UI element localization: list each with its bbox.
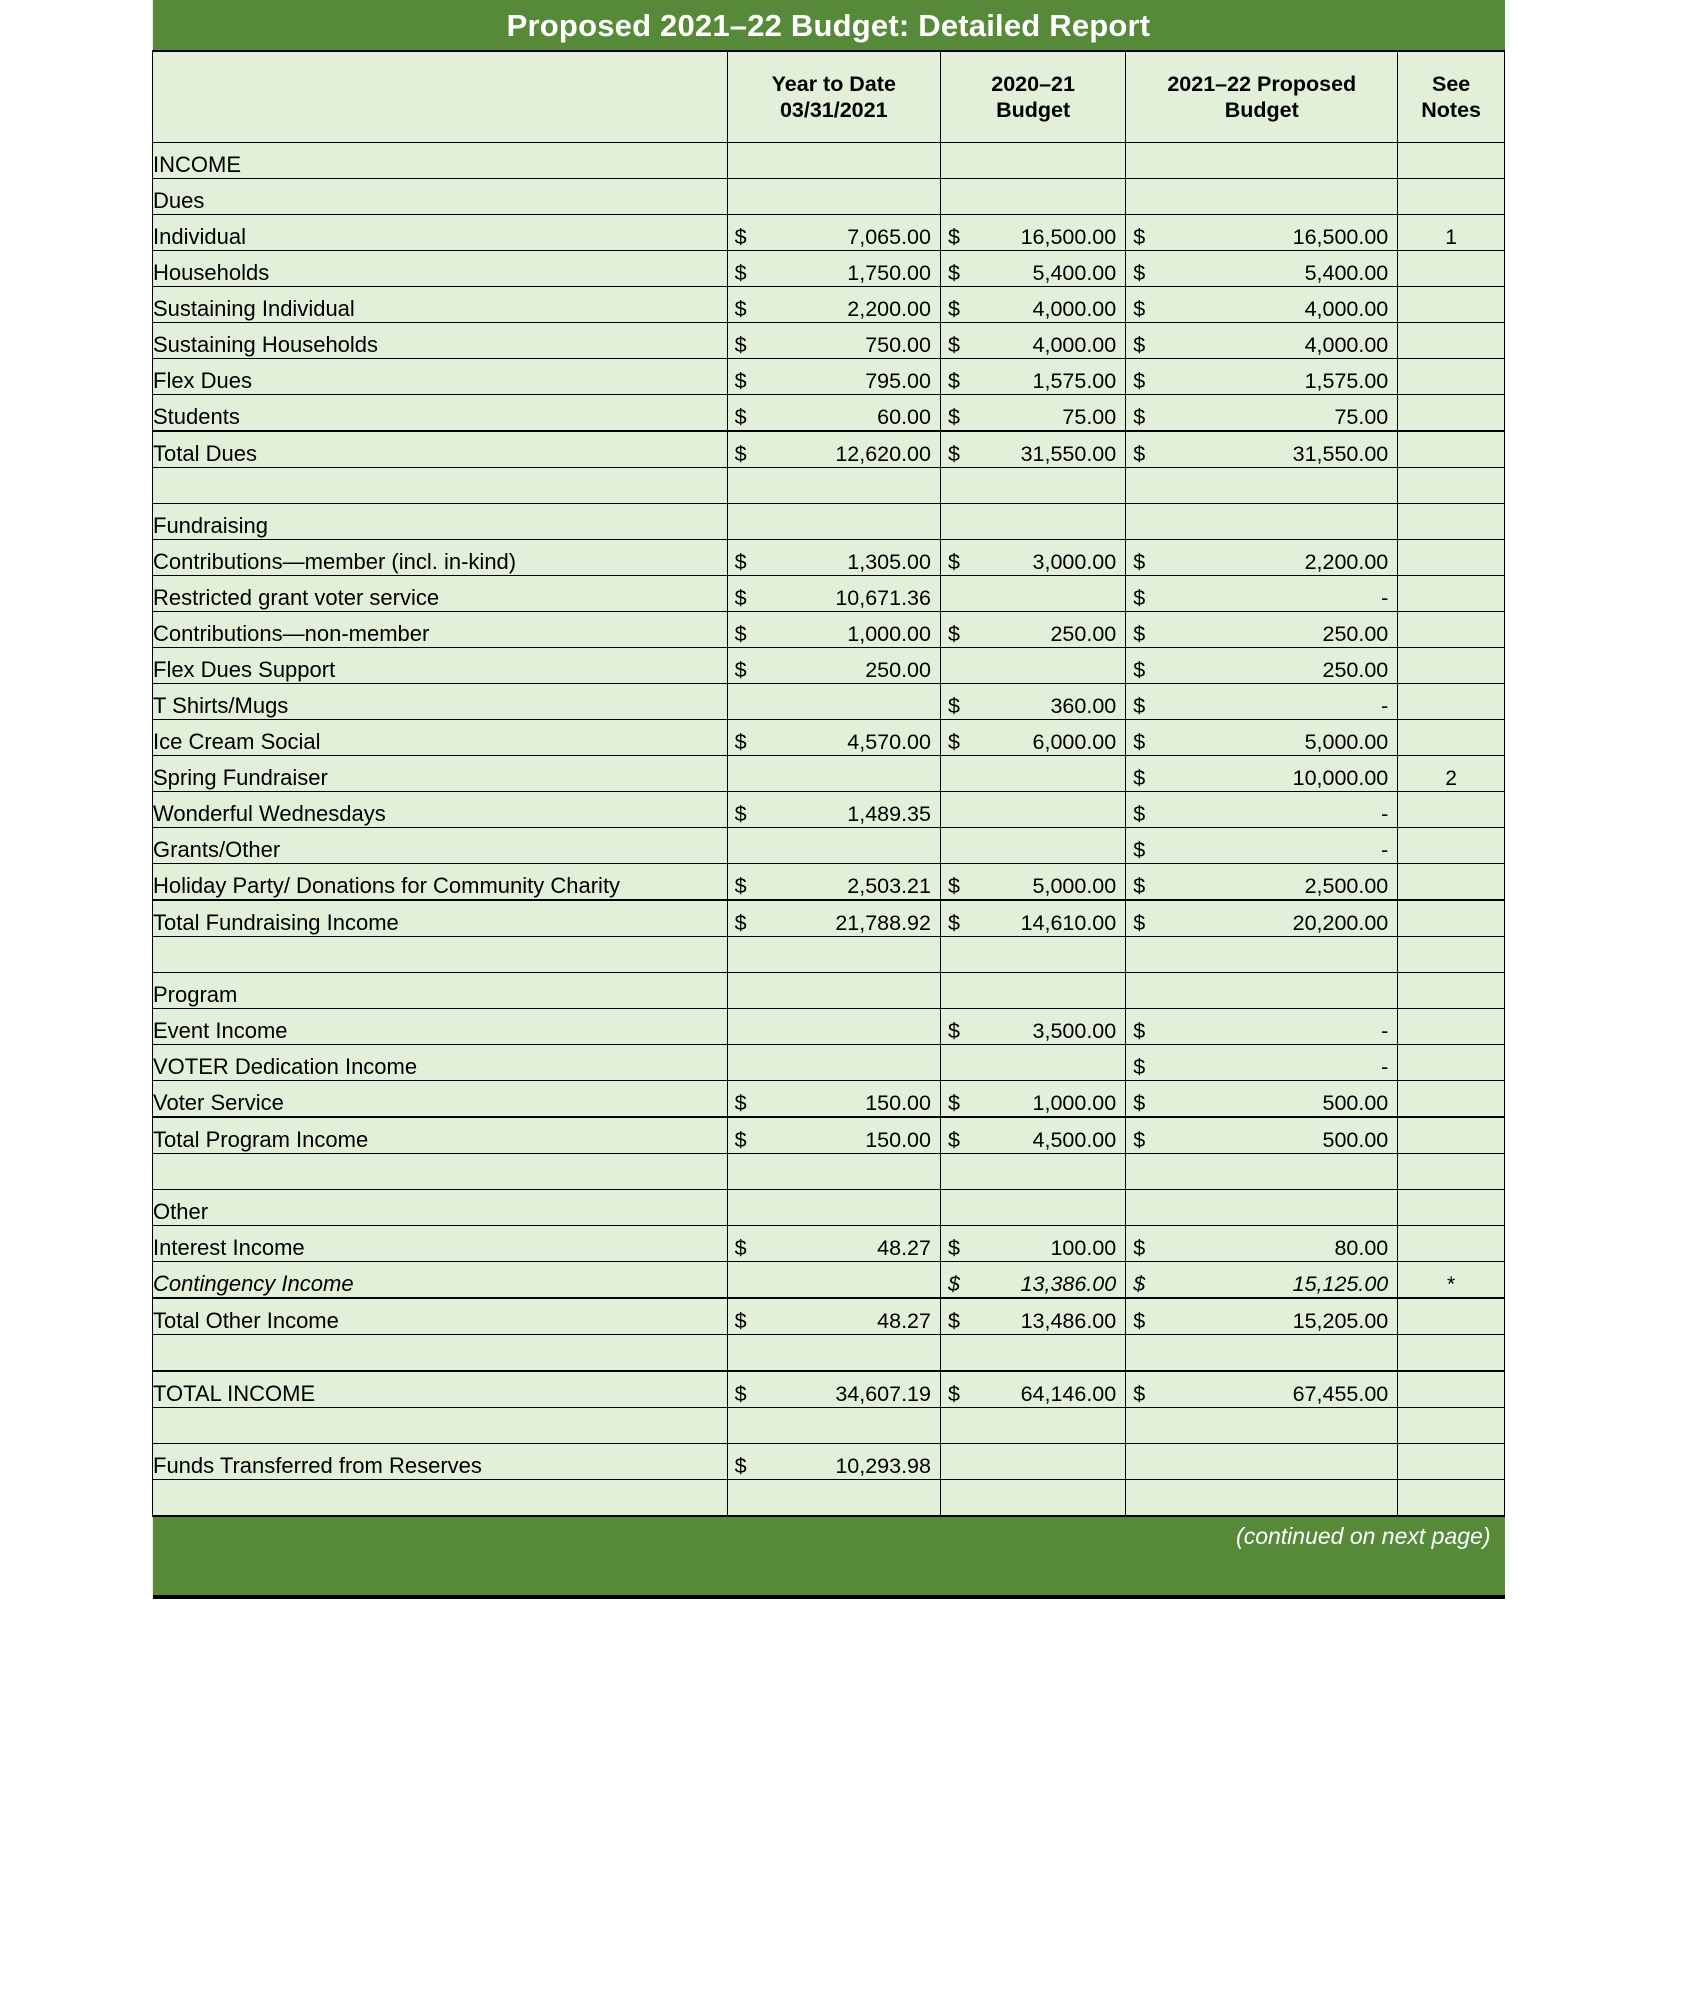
- cell-prior-budget: [940, 1190, 1125, 1226]
- cell-proposed-budget: $ 15,205.00: [1126, 1298, 1398, 1335]
- row-label-text: Total Fundraising Income: [153, 910, 399, 936]
- row-label: [153, 648, 728, 684]
- cell-prior-budget: [940, 937, 1125, 973]
- cell-prior-budget: [940, 576, 1125, 612]
- cell-ytd: $ 2,503.21: [727, 864, 940, 901]
- cell-ytd: $ 1,750.00: [727, 251, 940, 287]
- row-label: [153, 720, 728, 756]
- cell-prior-budget: [940, 1480, 1125, 1517]
- table-row: [153, 720, 1505, 756]
- note-marker: 1: [1445, 226, 1457, 249]
- row-label: [153, 1045, 728, 1081]
- cell-prior-budget: $ 3,500.00: [940, 1009, 1125, 1045]
- cell-ytd: $ 150.00: [727, 1081, 940, 1118]
- cell-see-note: [1398, 1480, 1505, 1517]
- page-title: Proposed 2021–22 Budget: Detailed Report: [506, 7, 1151, 43]
- row-label: [153, 1226, 728, 1262]
- column-header-ytd: [727, 51, 940, 143]
- cell-proposed-budget: [1126, 504, 1398, 540]
- column-header-proposed-budget: [1126, 51, 1398, 143]
- cell-prior-budget: [940, 1335, 1125, 1372]
- cell-see-note: [1398, 1154, 1505, 1190]
- row-label: [153, 1298, 728, 1335]
- cell-see-note: [1398, 1444, 1505, 1480]
- cell-ytd: $ 10,671.36: [727, 576, 940, 612]
- table-row: [153, 1444, 1505, 1480]
- row-label: [153, 973, 728, 1009]
- table-spacer-row: [153, 1408, 1505, 1444]
- row-label-text: Holiday Party/ Donations for Community Charity: [153, 873, 621, 899]
- cell-ytd: $ 1,489.35: [727, 792, 940, 828]
- table-row: [153, 684, 1505, 720]
- row-label: [153, 540, 728, 576]
- cell-proposed-budget: [1126, 143, 1398, 179]
- cell-proposed-budget: $ -: [1126, 576, 1398, 612]
- cell-ytd: [727, 1009, 940, 1045]
- row-label: [153, 1262, 728, 1299]
- column-header-prior-line1: 2020–21: [991, 71, 1075, 96]
- table-row: [153, 431, 1505, 468]
- row-label-text: Total Dues: [153, 441, 257, 467]
- cell-ytd: $ 2,200.00: [727, 287, 940, 323]
- cell-proposed-budget: $ 10,000.00: [1126, 756, 1398, 792]
- cell-see-note: [1398, 540, 1505, 576]
- row-label: [153, 1444, 728, 1480]
- cell-see-note: [1398, 576, 1505, 612]
- cell-see-note: [1398, 504, 1505, 540]
- cell-proposed-budget: $ 2,200.00: [1126, 540, 1398, 576]
- cell-ytd: [727, 684, 940, 720]
- cell-prior-budget: [940, 648, 1125, 684]
- continued-note: (continued on next page): [1236, 1523, 1491, 1549]
- cell-ytd: [727, 1190, 940, 1226]
- cell-prior-budget: $ 5,000.00: [940, 864, 1125, 901]
- row-label-text: TOTAL INCOME: [153, 1381, 316, 1407]
- cell-prior-budget: [940, 1045, 1125, 1081]
- cell-proposed-budget: [1126, 1408, 1398, 1444]
- cell-see-note: [1398, 431, 1505, 468]
- cell-see-note: [1398, 1408, 1505, 1444]
- row-label-text: Event Income: [153, 1018, 288, 1044]
- table-spacer-row: [153, 468, 1505, 504]
- table-row: [153, 792, 1505, 828]
- row-label: [153, 143, 728, 179]
- cell-see-note: [1398, 648, 1505, 684]
- cell-ytd: [727, 504, 940, 540]
- row-label-text: Voter Service: [153, 1090, 284, 1116]
- cell-see-note: [1398, 612, 1505, 648]
- cell-see-note: [1398, 1226, 1505, 1262]
- row-label-text: Contingency Income: [153, 1271, 354, 1297]
- cell-ytd: [727, 828, 940, 864]
- cell-ytd: [727, 937, 940, 973]
- note-marker: *: [1447, 1273, 1456, 1296]
- cell-proposed-budget: $ 75.00: [1126, 395, 1398, 432]
- row-label: [153, 323, 728, 359]
- row-label: [153, 792, 728, 828]
- cell-proposed-budget: $ 5,000.00: [1126, 720, 1398, 756]
- row-label-text: Flex Dues: [153, 368, 253, 394]
- table-row: [153, 251, 1505, 287]
- cell-prior-budget: [940, 828, 1125, 864]
- cell-ytd: $ 10,293.98: [727, 1444, 940, 1480]
- row-label: [153, 756, 728, 792]
- table-row: [153, 287, 1505, 323]
- cell-see-note: [1398, 900, 1505, 937]
- table-row: [153, 1190, 1505, 1226]
- cell-ytd: $ 1,000.00: [727, 612, 940, 648]
- row-label-text: Funds Transferred from Reserves: [153, 1453, 482, 1479]
- column-header-ytd-line1: Year to Date: [771, 71, 896, 96]
- cell-proposed-budget: $ 15,125.00: [1126, 1262, 1398, 1299]
- row-label-text: Individual: [153, 224, 246, 250]
- cell-see-note: [1398, 1371, 1505, 1408]
- cell-prior-budget: $ 100.00: [940, 1226, 1125, 1262]
- cell-see-note: [1398, 792, 1505, 828]
- cell-prior-budget: $ 4,500.00: [940, 1117, 1125, 1154]
- cell-see-note: [1398, 215, 1505, 251]
- row-label-text: Total Other Income: [153, 1308, 339, 1334]
- cell-ytd: $ 48.27: [727, 1226, 940, 1262]
- cell-see-note: [1398, 1262, 1505, 1299]
- column-header-prior-line2: Budget: [996, 98, 1071, 122]
- cell-prior-budget: $ 6,000.00: [940, 720, 1125, 756]
- cell-see-note: [1398, 251, 1505, 287]
- row-label-text: Total Program Income: [153, 1127, 369, 1153]
- column-header-proposed-line1: 2021–22 Proposed: [1167, 71, 1357, 96]
- table-row: [153, 576, 1505, 612]
- cell-proposed-budget: [1126, 1190, 1398, 1226]
- table-row: [153, 143, 1505, 179]
- row-label: [153, 1154, 728, 1190]
- cell-see-note: [1398, 1045, 1505, 1081]
- budget-table: [152, 0, 1505, 1599]
- cell-proposed-budget: $ -: [1126, 1045, 1398, 1081]
- cell-proposed-budget: $ 20,200.00: [1126, 900, 1398, 937]
- row-label: [153, 431, 728, 468]
- row-label: [153, 1480, 728, 1517]
- cell-proposed-budget: $ 250.00: [1126, 612, 1398, 648]
- cell-prior-budget: $ 1,000.00: [940, 1081, 1125, 1118]
- cell-ytd: $ 21,788.92: [727, 900, 940, 937]
- cell-proposed-budget: $ 500.00: [1126, 1081, 1398, 1118]
- cell-proposed-budget: $ 500.00: [1126, 1117, 1398, 1154]
- row-label-text: Students: [153, 404, 240, 430]
- cell-see-note: [1398, 973, 1505, 1009]
- note-marker: 2: [1445, 767, 1457, 790]
- row-label: [153, 900, 728, 937]
- cell-prior-budget: $ 13,486.00: [940, 1298, 1125, 1335]
- cell-proposed-budget: $ 4,000.00: [1126, 323, 1398, 359]
- row-label: [153, 287, 728, 323]
- cell-proposed-budget: [1126, 1480, 1398, 1517]
- cell-see-note: [1398, 1117, 1505, 1154]
- row-label: [153, 215, 728, 251]
- cell-proposed-budget: [1126, 468, 1398, 504]
- cell-prior-budget: [940, 504, 1125, 540]
- cell-see-note: [1398, 395, 1505, 432]
- row-label-text: Dues: [153, 188, 205, 214]
- cell-proposed-budget: $ -: [1126, 1009, 1398, 1045]
- cell-see-note: [1398, 1298, 1505, 1335]
- cell-proposed-budget: $ -: [1126, 792, 1398, 828]
- cell-see-note: [1398, 828, 1505, 864]
- table-row: [153, 1081, 1505, 1118]
- row-label-text: VOTER Dedication Income: [153, 1054, 418, 1080]
- cell-prior-budget: $ 5,400.00: [940, 251, 1125, 287]
- row-label-text: Wonderful Wednesdays: [153, 801, 386, 827]
- cell-proposed-budget: [1126, 1444, 1398, 1480]
- table-row: [153, 973, 1505, 1009]
- cell-prior-budget: [940, 143, 1125, 179]
- report-footer-cell: [153, 1516, 1505, 1597]
- table-row: [153, 540, 1505, 576]
- cell-prior-budget: [940, 1154, 1125, 1190]
- table-spacer-row: [153, 1335, 1505, 1372]
- row-label: [153, 1009, 728, 1045]
- cell-ytd: $ 12,620.00: [727, 431, 940, 468]
- row-label: [153, 179, 728, 215]
- cell-see-note: [1398, 864, 1505, 901]
- cell-proposed-budget: $ 2,500.00: [1126, 864, 1398, 901]
- report-title-cell: [153, 0, 1505, 51]
- row-label: [153, 684, 728, 720]
- table-row: [153, 1371, 1505, 1408]
- cell-prior-budget: [940, 1408, 1125, 1444]
- cell-prior-budget: $ 75.00: [940, 395, 1125, 432]
- cell-proposed-budget: $ 5,400.00: [1126, 251, 1398, 287]
- row-label: [153, 1408, 728, 1444]
- cell-see-note: [1398, 937, 1505, 973]
- report-title-row: [153, 0, 1505, 51]
- cell-prior-budget: [940, 792, 1125, 828]
- cell-prior-budget: $ 13,386.00: [940, 1262, 1125, 1299]
- cell-proposed-budget: $ 250.00: [1126, 648, 1398, 684]
- row-label: [153, 576, 728, 612]
- cell-prior-budget: $ 4,000.00: [940, 287, 1125, 323]
- table-row: [153, 756, 1505, 792]
- row-label-text: Restricted grant voter service: [153, 585, 440, 611]
- cell-proposed-budget: [1126, 973, 1398, 1009]
- row-label: [153, 1081, 728, 1118]
- cell-proposed-budget: $ -: [1126, 828, 1398, 864]
- row-label: [153, 359, 728, 395]
- cell-prior-budget: [940, 468, 1125, 504]
- cell-ytd: [727, 468, 940, 504]
- cell-proposed-budget: [1126, 937, 1398, 973]
- cell-see-note: [1398, 684, 1505, 720]
- cell-proposed-budget: [1126, 1335, 1398, 1372]
- budget-report: [152, 0, 1505, 1599]
- cell-prior-budget: $ 3,000.00: [940, 540, 1125, 576]
- column-header-ytd-line2: 03/31/2021: [779, 98, 888, 122]
- cell-see-note: [1398, 323, 1505, 359]
- table-spacer-row: [153, 1480, 1505, 1517]
- row-label: [153, 251, 728, 287]
- cell-ytd: $ 34,607.19: [727, 1371, 940, 1408]
- row-label-text: Spring Fundraiser: [153, 765, 328, 791]
- cell-prior-budget: $ 14,610.00: [940, 900, 1125, 937]
- cell-ytd: [727, 1335, 940, 1372]
- cell-prior-budget: $ 1,575.00: [940, 359, 1125, 395]
- table-row: [153, 323, 1505, 359]
- table-row: [153, 648, 1505, 684]
- row-label: [153, 468, 728, 504]
- column-header-notes-line2: Notes: [1421, 98, 1481, 122]
- cell-proposed-budget: [1126, 179, 1398, 215]
- cell-see-note: [1398, 1009, 1505, 1045]
- cell-ytd: [727, 1045, 940, 1081]
- table-row: [153, 1226, 1505, 1262]
- cell-ytd: [727, 179, 940, 215]
- row-label-text: Sustaining Individual: [153, 296, 355, 322]
- row-label: [153, 612, 728, 648]
- table-spacer-row: [153, 1154, 1505, 1190]
- cell-ytd: $ 48.27: [727, 1298, 940, 1335]
- cell-see-note: [1398, 179, 1505, 215]
- cell-prior-budget: $ 250.00: [940, 612, 1125, 648]
- column-header-prior-budget: [940, 51, 1125, 143]
- cell-prior-budget: $ 360.00: [940, 684, 1125, 720]
- cell-prior-budget: [940, 1444, 1125, 1480]
- table-row: [153, 215, 1505, 251]
- row-label-text: INCOME: [153, 152, 241, 178]
- row-label: [153, 937, 728, 973]
- row-label: [153, 1335, 728, 1372]
- row-label: [153, 1190, 728, 1226]
- cell-ytd: [727, 973, 940, 1009]
- cell-ytd: [727, 1408, 940, 1444]
- cell-ytd: [727, 756, 940, 792]
- row-label-text: Fundraising: [153, 513, 268, 539]
- cell-see-note: [1398, 359, 1505, 395]
- cell-proposed-budget: $ 80.00: [1126, 1226, 1398, 1262]
- table-spacer-row: [153, 937, 1505, 973]
- row-label-text: Program: [153, 982, 238, 1008]
- row-label-text: Contributions—member (incl. in-kind): [153, 549, 517, 575]
- cell-prior-budget: [940, 179, 1125, 215]
- row-label: [153, 1117, 728, 1154]
- column-header-see-notes: [1398, 51, 1505, 143]
- table-row: [153, 900, 1505, 937]
- column-header-row: [153, 51, 1505, 143]
- table-row: [153, 1262, 1505, 1299]
- cell-ytd: [727, 1480, 940, 1517]
- cell-ytd: $ 7,065.00: [727, 215, 940, 251]
- row-label-text: Flex Dues Support: [153, 657, 336, 683]
- cell-ytd: $ 4,570.00: [727, 720, 940, 756]
- cell-ytd: [727, 143, 940, 179]
- cell-proposed-budget: $ 67,455.00: [1126, 1371, 1398, 1408]
- table-row: [153, 395, 1505, 432]
- row-label-text: Interest Income: [153, 1235, 305, 1261]
- cell-see-note: [1398, 468, 1505, 504]
- cell-ytd: $ 1,305.00: [727, 540, 940, 576]
- table-row: [153, 1009, 1505, 1045]
- table-row: [153, 1045, 1505, 1081]
- cell-see-note: [1398, 1190, 1505, 1226]
- cell-prior-budget: $ 16,500.00: [940, 215, 1125, 251]
- row-label-text: Households: [153, 260, 270, 286]
- cell-proposed-budget: $ 1,575.00: [1126, 359, 1398, 395]
- row-label: [153, 504, 728, 540]
- cell-proposed-budget: $ -: [1126, 684, 1398, 720]
- table-row: [153, 1117, 1505, 1154]
- table-row: [153, 864, 1505, 901]
- cell-see-note: [1398, 1081, 1505, 1118]
- cell-see-note: [1398, 143, 1505, 179]
- cell-prior-budget: $ 31,550.00: [940, 431, 1125, 468]
- cell-prior-budget: $ 64,146.00: [940, 1371, 1125, 1408]
- cell-proposed-budget: [1126, 1154, 1398, 1190]
- table-row: [153, 359, 1505, 395]
- row-label-text: Sustaining Households: [153, 332, 379, 358]
- cell-ytd: $ 150.00: [727, 1117, 940, 1154]
- column-header-label: [153, 51, 728, 143]
- row-label-text: Ice Cream Social: [153, 729, 321, 755]
- cell-ytd: $ 750.00: [727, 323, 940, 359]
- cell-see-note: [1398, 287, 1505, 323]
- cell-ytd: [727, 1262, 940, 1299]
- column-header-proposed-line2: Budget: [1224, 98, 1299, 122]
- column-header-notes-line1: See: [1432, 71, 1471, 96]
- report-footer-row: [153, 1516, 1505, 1597]
- row-label-text: Grants/Other: [153, 837, 281, 863]
- cell-see-note: [1398, 720, 1505, 756]
- row-label-text: Other: [153, 1199, 209, 1225]
- table-row: [153, 828, 1505, 864]
- cell-ytd: [727, 1154, 940, 1190]
- cell-ytd: $ 60.00: [727, 395, 940, 432]
- table-row: [153, 504, 1505, 540]
- table-row: [153, 179, 1505, 215]
- cell-proposed-budget: $ 31,550.00: [1126, 431, 1398, 468]
- cell-prior-budget: $ 4,000.00: [940, 323, 1125, 359]
- cell-proposed-budget: $ 4,000.00: [1126, 287, 1398, 323]
- row-label-text: T Shirts/Mugs: [153, 693, 289, 719]
- cell-see-note: [1398, 756, 1505, 792]
- cell-ytd: $ 250.00: [727, 648, 940, 684]
- table-row: [153, 1298, 1505, 1335]
- row-label: [153, 864, 728, 901]
- table-row: [153, 612, 1505, 648]
- cell-see-note: [1398, 1335, 1505, 1372]
- cell-ytd: $ 795.00: [727, 359, 940, 395]
- row-label: [153, 828, 728, 864]
- row-label: [153, 1371, 728, 1408]
- cell-prior-budget: [940, 756, 1125, 792]
- cell-prior-budget: [940, 973, 1125, 1009]
- row-label: [153, 395, 728, 432]
- cell-proposed-budget: $ 16,500.00: [1126, 215, 1398, 251]
- row-label-text: Contributions—non-member: [153, 621, 430, 647]
